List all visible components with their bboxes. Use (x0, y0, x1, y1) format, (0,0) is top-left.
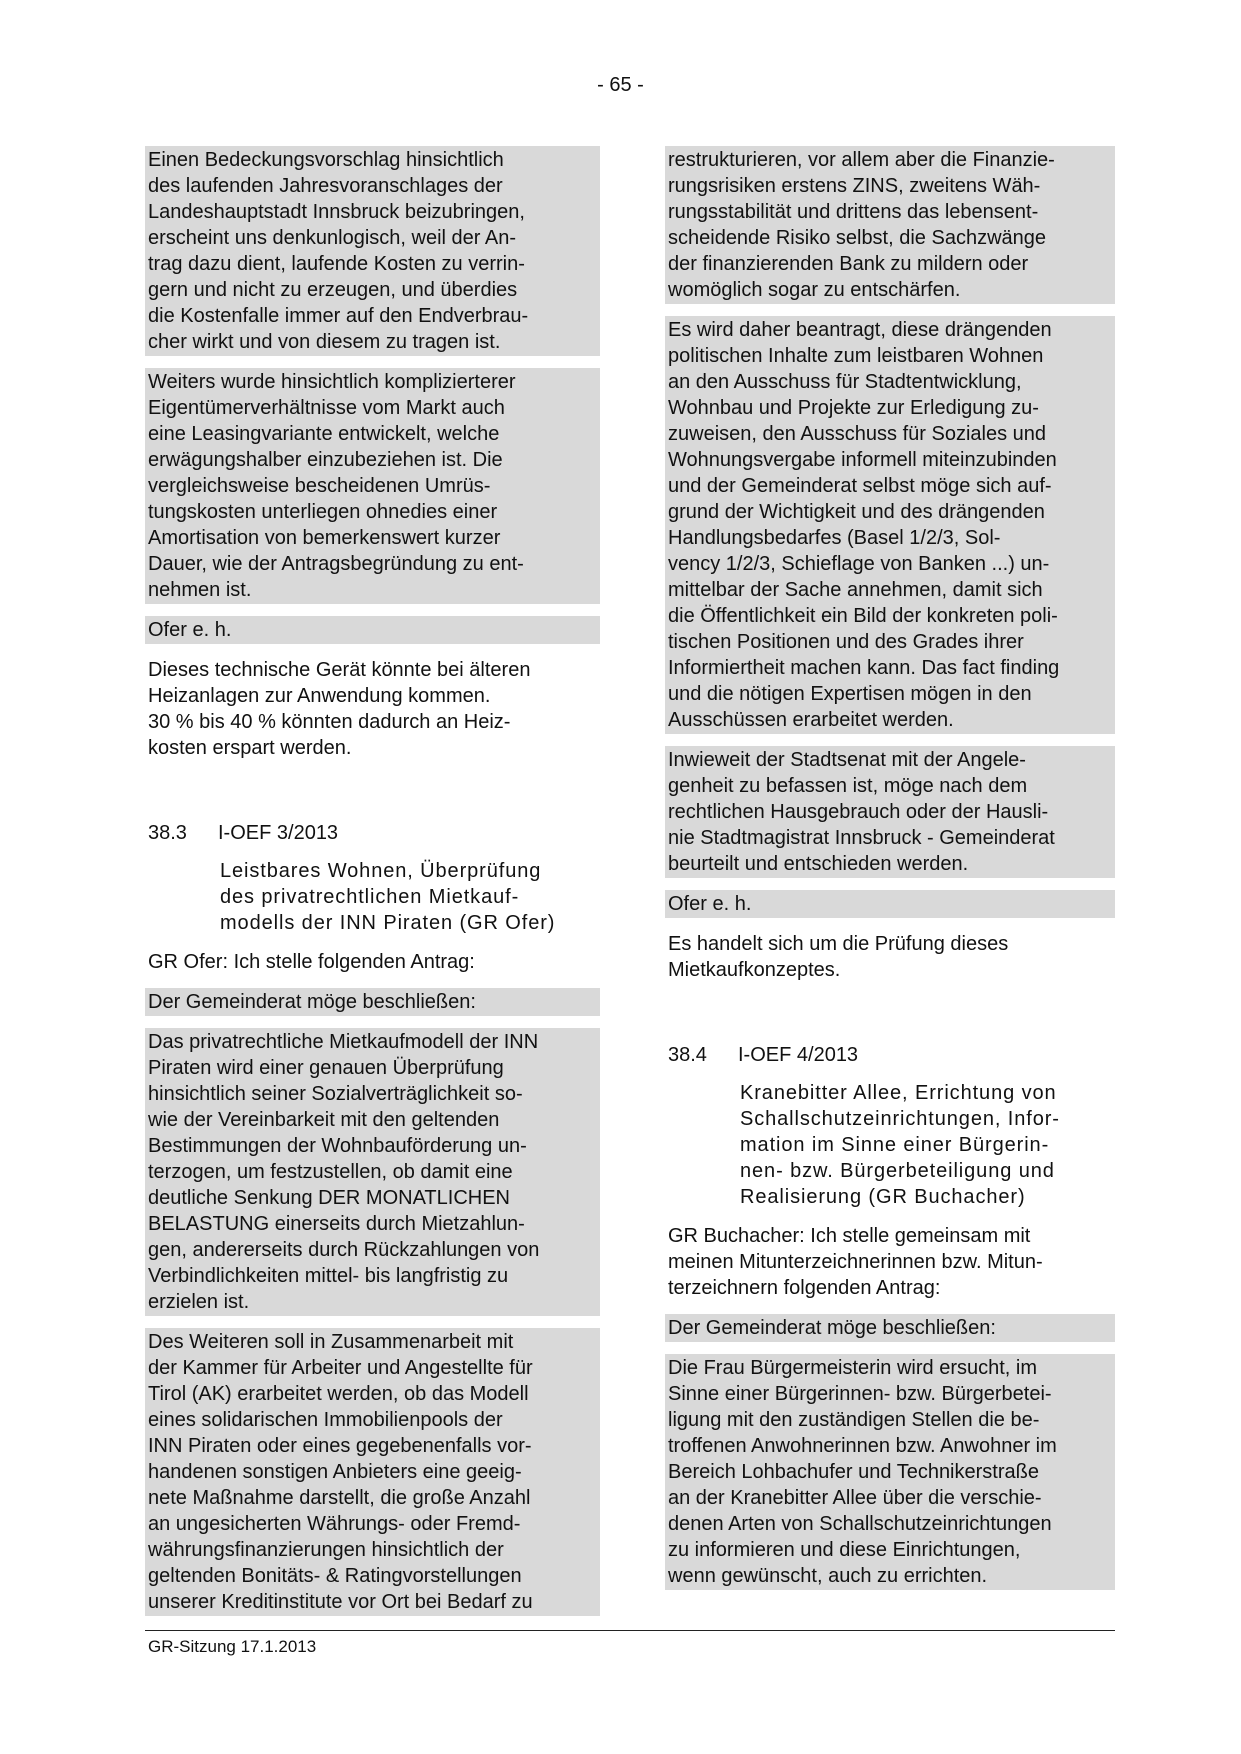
item-title: Kranebitter Allee, Errichtung von Schallschutzeinrichtungen, Infor- mation im Sinne einer Bürgerin- nen- bzw. Bürgerbeteiligung und Realisierung (GR Buchacher) (740, 1082, 1060, 1208)
motion-heading: Der Gemeinderat möge beschließen: (665, 1314, 1115, 1342)
paragraph: Die Frau Bürgermeisterin wird ersucht, im Sinne einer Bürgerinnen- bzw. Bürgerbetei- ligung mit den zuständigen Stellen die be- troffenen Anwohnerinnen bzw. Anwohner im Bereich Lohbachufer und Technikerstraße an der Kranebitter Allee über die verschie- denen Arten von Schallschutzeinrichtungen zu informieren und diese Einrichtungen, wenn gewünscht, auch zu errichten. (665, 1354, 1115, 1590)
paragraph: Weiters wurde hinsichtlich komplizierterer Eigentümerverhältnisse vom Markt auch eine Leasingvariante entwickelt, welche erwägungshalber einzubeziehen ist. Die vergleichsweise bescheidenen Umrüs- tungskosten unterliegen ohnedies einer Amortisation von bemerkenswert kurzer Dauer, wie der Antragsbegründung zu ent- nehmen ist. (145, 368, 600, 604)
paragraph: Es handelt sich um die Prüfung dieses Mietkaufkonzeptes. (668, 933, 1009, 981)
signature-line: Ofer e. h. (665, 890, 1115, 918)
page-number: - 65 - (597, 74, 644, 96)
paragraph: Einen Bedeckungsvorschlag hinsichtlich des laufenden Jahresvoranschlages der Landeshauptstadt Innsbruck beizubringen, erscheint uns denkunlogisch, weil der An- trag dazu dient, laufende Kosten zu verrin- gern und nicht zu erzeugen, und überdies die Kostenfalle immer auf den Endverbrau- cher wirkt und von diesem zu tragen ist. (145, 146, 600, 356)
footer-divider (145, 1630, 1115, 1631)
agenda-item-header (148, 820, 600, 846)
item-number: 38.4 (668, 1044, 707, 1066)
paragraph: GR Buchacher: Ich stelle gemeinsam mit meinen Mitunterzeichnerinnen bzw. Mitun- terzeichnern folgenden Antrag: (668, 1225, 1043, 1299)
paragraph: Das privatrechtliche Mietkaufmodell der INN Piraten wird einer genauen Überprüfung hinsichtlich seiner Sozialverträglichkeit so- wie der Vereinbarkeit mit den geltenden Bestimmungen der Wohnbauförderung un- terzogen, um festzustellen, ob damit eine deutliche Senkung DER MONATLICHEN BELASTUNG einerseits durch Mietzahlun- gen, andererseits durch Rückzahlungen von Verbindlichkeiten mittel- bis langfristig zu erzielen ist. (145, 1028, 600, 1316)
item-title: Leistbares Wohnen, Überprüfung des privatrechtlichen Mietkauf- modells der INN Piraten (GR Ofer) (220, 860, 556, 934)
item-number: 38.3 (148, 822, 187, 844)
paragraph: Des Weiteren soll in Zusammenarbeit mit der Kammer für Arbeiter und Angestellte für Tirol (AK) erarbeitet werden, ob das Modell eines solidarischen Immobilienpools der INN Piraten oder eines gegebenenfalls vor- handenen sonstigen Anbieters eine geeig- nete Maßnahme darstellt, die große Anzahl an ungesicherten Währungs- oder Fremd- währungsfinanzierungen hinsichtlich der geltenden Bonitäts- & Ratingvorstellungen unserer Kreditinstitute vor Ort bei Bedarf zu (145, 1328, 600, 1616)
paragraph: Es wird daher beantragt, diese drängenden politischen Inhalte zum leistbaren Wohnen an den Ausschuss für Stadtentwicklung, Wohnbau und Projekte zur Erledigung zu- zuweisen, den Ausschuss für Soziales und Wohnungsvergabe informell miteinzubinden und der Gemeinderat selbst möge sich auf- grund der Wichtigkeit und des drängenden Handlungsbedarfes (Basel 1/2/3, Sol- vency 1/2/3, Schieflage von Banken ...) un- mittelbar der Sache annehmen, damit sich die Öffentlichkeit ein Bild der konkreten poli- tischen Positionen und des Grades ihrer Informiertheit machen kann. Das fact finding und die nötigen Expertisen mögen in den Ausschüssen erarbeitet werden. (665, 316, 1115, 734)
motion-heading: Der Gemeinderat möge beschließen: (145, 988, 600, 1016)
signature-line: Ofer e. h. (145, 616, 600, 644)
paragraph: Dieses technische Gerät könnte bei älteren Heizanlagen zur Anwendung kommen. 30 % bis 40 % könnten dadurch an Heiz- kosten erspart werden. (148, 659, 531, 759)
agenda-item-header (668, 1042, 1115, 1068)
paragraph: restrukturieren, vor allem aber die Finanzie- rungsrisiken erstens ZINS, zweitens Wäh- rungsstabilität und drittens das lebensent- scheidende Risiko selbst, die Sachzwänge der finanzierenden Bank zu mildern oder womöglich sogar zu entschärfen. (665, 146, 1115, 304)
right-column (665, 146, 1115, 1602)
item-code: I-OEF 3/2013 (218, 822, 339, 844)
item-code: I-OEF 4/2013 (738, 1044, 859, 1066)
paragraph: Inwieweit der Stadtsenat mit der Angele- genheit zu befassen ist, möge nach dem rechtlichen Hausgebrauch oder der Hausli- nie Stadtmagistrat Innsbruck - Gemeinderat beurteilt und entschieden werden. (665, 746, 1115, 878)
left-column (145, 146, 600, 1628)
footer-session-date: GR-Sitzung 17.1.2013 (148, 1637, 317, 1656)
paragraph: GR Ofer: Ich stelle folgenden Antrag: (148, 951, 475, 973)
